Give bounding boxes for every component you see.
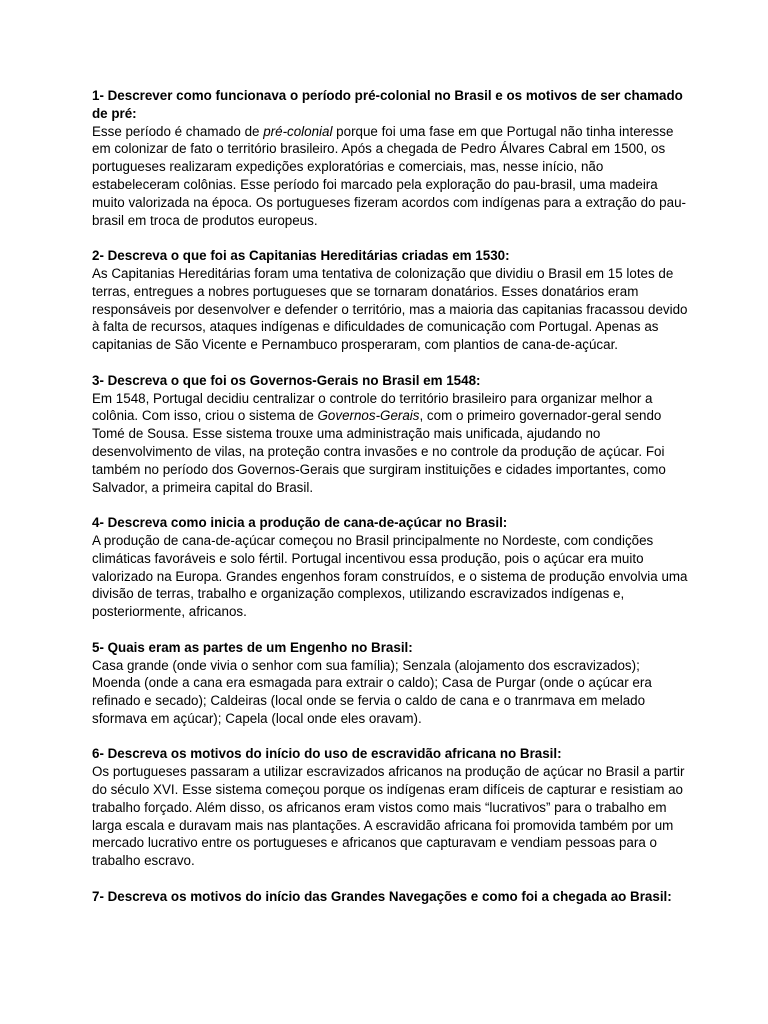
question-6: 6- Descreva os motivos do início do uso de escravidão africana no Brasil: [92, 746, 562, 762]
question-3: 3- Descreva o que foi os Governos-Gerais no Brasil em 1548: [92, 372, 481, 388]
section-5 [92, 639, 688, 728]
section-7 [92, 888, 688, 906]
answer-1: Esse período é chamado de pré-colonial porque foi uma fase em que Portugal não tinha interesse em colonizar de fato o território brasileiro. Após a chegada de Pedro Álvares Cabral em 1500, os portugueses realizaram expedições exploratórias e comerciais, mas, nesse início, não estabeleceram colônias. Esse período foi marcado pela exploração do pau-brasil, uma madeira muito valorizada na época. Os portugueses fizeram acordos com indígenas para a extração do pau-brasil em troca de produtos europeus. [92, 123, 686, 228]
question-1: 1- Descrever como funcionava o período pré-colonial no Brasil e os motivos de ser chamado de pré: [92, 88, 683, 121]
answer-3: Em 1548, Portugal decidiu centralizar o controle do território brasileiro para organizar melhor a colônia. Com isso, criou o sistema de Governos-Gerais, com o primeiro governador-geral sendo Tomé de Sousa. Esse sistema trouxe uma administração mais unificada, ajudando no desenvolvimento de vilas, na proteção contra invasões e no controle da produção de açúcar. Foi também no período dos Governos-Gerais que surgiram instituições e cidades importantes, como Salvador, a primeira capital do Brasil. [92, 390, 666, 495]
section-3 [92, 372, 688, 497]
answer-5: Casa grande (onde vivia o senhor com sua família); Senzala (alojamento dos escravizados); Moenda (onde a cana era esmagada para extrair o caldo); Casa de Purgar (onde o açúcar era refinado e secado); Caldeiras (local onde se fervia o caldo de cana e o tranrmava em melado sformava em açúcar); Capela (local onde eles oravam). [92, 657, 652, 726]
answer-4: A produção de cana-de-açúcar começou no Brasil principalmente no Nordeste, com condições climáticas favoráveis e solo fértil. Portugal incentivou essa produção, pois o açúcar era muito valorizado na Europa. Grandes engenhos foram construídos, e o sistema de produção envolvia uma divisão de terras, trabalho e organização complexos, utilizando escravizados indígenas e, posteriormente, africanos. [92, 532, 688, 620]
section-6 [92, 745, 688, 870]
section-1 [92, 87, 688, 229]
section-4 [92, 514, 688, 621]
answer-6: Os portugueses passaram a utilizar escravizados africanos na produção de açúcar no Brasil a partir do século XVI. Esse sistema começou porque os indígenas eram difíceis de capturar e resistiam ao trabalho forçado. Além disso, os africanos eram vistos como mais “lucrativos” para o trabalho em larga escala e duravam mais nas plantações. A escravidão africana foi promovida também por um mercado lucrativo entre os portugueses e africanos que capturavam e vendiam pessoas para o trabalho escravo. [92, 764, 685, 869]
question-7: 7- Descreva os motivos do início das Grandes Navegações e como foi a chegada ao Brasil: [92, 888, 672, 904]
question-5: 5- Quais eram as partes de um Engenho no Brasil: [92, 639, 413, 655]
question-4: 4- Descreva como inicia a produção de cana-de-açúcar no Brasil: [92, 515, 508, 531]
answer-2: As Capitanias Hereditárias foram uma tentativa de colonização que dividiu o Brasil em 15 lotes de terras, entregues a nobres portugueses que se tornaram donatários. Esses donatários eram responsáveis por desenvolver e defender o território, mas a maioria das capitanias fracassou devido à falta de recursos, ataques indígenas e dificuldades de comunicação com Portugal. Apenas as capitanias de São Vicente e Pernambuco prosperaram, com plantios de cana-de-açúcar. [92, 265, 688, 353]
section-2 [92, 247, 688, 354]
question-2: 2- Descreva o que foi as Capitanias Hereditárias criadas em 1530: [92, 248, 510, 264]
